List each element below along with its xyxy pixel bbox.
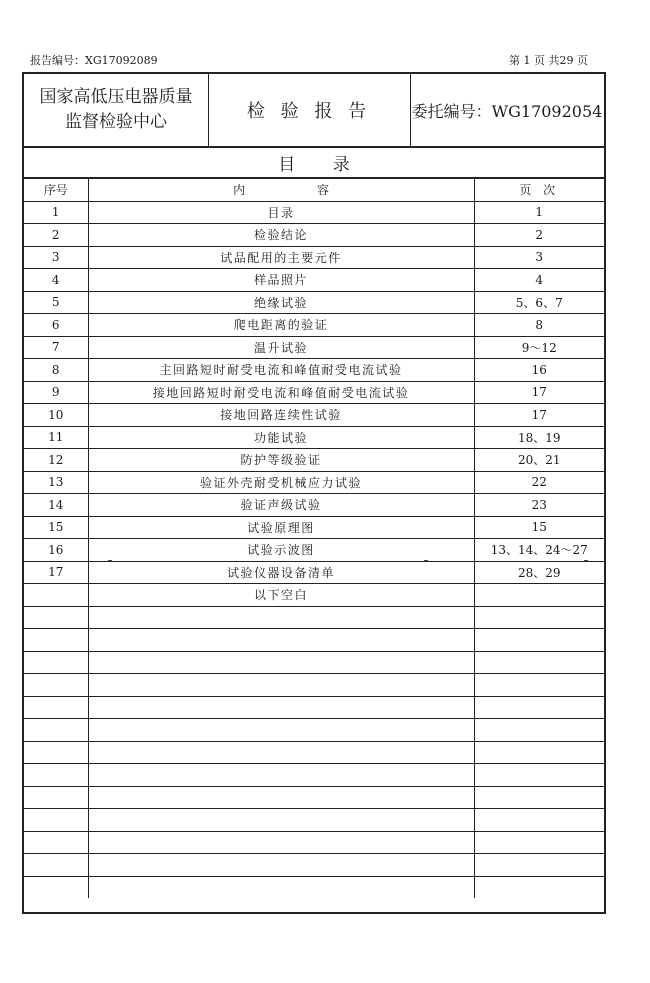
toc-row-number: 12 (24, 449, 88, 472)
toc-row-page: 28、29 (474, 561, 604, 584)
toc-empty-row (24, 674, 604, 697)
column-header-no: 序号 (24, 179, 88, 202)
toc-row-number: 13 (24, 471, 88, 494)
toc-row-content: 验证声级试验 (88, 494, 474, 517)
toc-row-number: 11 (24, 426, 88, 449)
toc-row-page: 4 (474, 269, 604, 292)
toc-empty-cell (88, 606, 474, 629)
report-number: 报告编号：XG17092089 (30, 54, 158, 67)
toc-empty-cell (24, 606, 88, 629)
toc-row (24, 201, 604, 224)
toc-empty-cell (474, 809, 604, 832)
toc-row-number: 3 (24, 246, 88, 269)
toc-empty-cell (474, 719, 604, 742)
toc-empty-row (24, 651, 604, 674)
toc-empty-cell (24, 831, 88, 854)
toc-row (24, 336, 604, 359)
toc-empty-row (24, 809, 604, 832)
toc-row-page: 1 (474, 201, 604, 224)
toc-row (24, 516, 604, 539)
toc-row-content: 绝缘试验 (88, 291, 474, 314)
organization-name (24, 74, 209, 146)
toc-empty-cell (88, 674, 474, 697)
toc-empty-cell (474, 741, 604, 764)
toc-empty-cell (474, 854, 604, 877)
organization-line-1: 国家高低压电器质量 (39, 87, 193, 107)
toc-empty-cell (24, 741, 88, 764)
toc-empty-cell (474, 651, 604, 674)
scan-mark (108, 560, 112, 561)
toc-row-number: 2 (24, 224, 88, 247)
toc-row-page: 16 (474, 359, 604, 382)
toc-empty-cell (88, 741, 474, 764)
toc-empty-cell (24, 764, 88, 787)
toc-row-page: 8 (474, 314, 604, 337)
toc-row-content: 温升试验 (88, 336, 474, 359)
toc-row-content: 试品配用的主要元件 (88, 246, 474, 269)
toc-row (24, 224, 604, 247)
toc-row-content: 试验原理图 (88, 516, 474, 539)
toc-empty-cell (474, 831, 604, 854)
toc-empty-row (24, 741, 604, 764)
toc-empty-cell (24, 809, 88, 832)
toc-row-content: 接地回路连续性试验 (88, 404, 474, 427)
toc-row-content: 接地回路短时耐受电流和峰值耐受电流试验 (88, 381, 474, 404)
toc-row-content: 功能试验 (88, 426, 474, 449)
report-header (24, 74, 604, 148)
toc-row (24, 246, 604, 269)
toc-empty-cell (88, 786, 474, 809)
toc-empty-cell (474, 696, 604, 719)
toc-row-number: 7 (24, 336, 88, 359)
toc-empty-cell (24, 876, 88, 898)
toc-empty-cell (474, 674, 604, 697)
toc-empty-cell (88, 764, 474, 787)
toc-row-page (474, 584, 604, 607)
toc-row-page: 15 (474, 516, 604, 539)
toc-row-content: 以下空白 (88, 584, 474, 607)
toc-empty-cell (474, 764, 604, 787)
toc-empty-cell (24, 674, 88, 697)
toc-empty-cell (474, 786, 604, 809)
toc-row-content: 试验仪器设备清单 (88, 561, 474, 584)
toc-row-content: 试验示波图 (88, 539, 474, 562)
toc-row (24, 471, 604, 494)
toc-row-number: 16 (24, 539, 88, 562)
toc-row-content: 检验结论 (88, 224, 474, 247)
toc-empty-cell (24, 854, 88, 877)
toc-row-number: 9 (24, 381, 88, 404)
toc-empty-cell (24, 786, 88, 809)
toc-row-page: 5、6、7 (474, 291, 604, 314)
toc-empty-row (24, 606, 604, 629)
toc-empty-row (24, 696, 604, 719)
toc-empty-cell (88, 876, 474, 898)
organization-line-2: 监督检验中心 (65, 112, 167, 132)
toc-empty-cell (474, 606, 604, 629)
toc-empty-row (24, 876, 604, 898)
toc-row (24, 269, 604, 292)
toc-empty-row (24, 719, 604, 742)
toc-row-number: 8 (24, 359, 88, 382)
toc-row-number: 6 (24, 314, 88, 337)
entrust-number: 委托编号：WG17092054 (411, 101, 603, 121)
toc-empty-cell (88, 831, 474, 854)
toc-row-content: 验证外壳耐受机械应力试验 (88, 471, 474, 494)
toc-row (24, 359, 604, 382)
toc-header-row (24, 179, 604, 202)
toc-row (24, 449, 604, 472)
toc-empty-cell (88, 854, 474, 877)
toc-empty-cell (88, 629, 474, 652)
toc-row-page: 13、14、24～27 (474, 539, 604, 562)
toc-table (24, 178, 604, 898)
toc-row-content: 目录 (88, 201, 474, 224)
toc-row-page: 3 (474, 246, 604, 269)
scan-mark (584, 560, 588, 561)
toc-empty-cell (24, 696, 88, 719)
toc-row (24, 404, 604, 427)
toc-row-number: 4 (24, 269, 88, 292)
toc-row-page: 23 (474, 494, 604, 517)
toc-row-content: 主回路短时耐受电流和峰值耐受电流试验 (88, 359, 474, 382)
toc-row-page: 9～12 (474, 336, 604, 359)
toc-empty-row (24, 764, 604, 787)
toc-row-content: 防护等级验证 (88, 449, 474, 472)
toc-empty-row (24, 786, 604, 809)
toc-empty-row (24, 854, 604, 877)
toc-row (24, 291, 604, 314)
toc-empty-cell (88, 651, 474, 674)
toc-empty-row (24, 629, 604, 652)
toc-row-number: 1 (24, 201, 88, 224)
toc-empty-cell (474, 876, 604, 898)
column-header-page: 页 次 (474, 179, 604, 202)
toc-row (24, 494, 604, 517)
toc-row-page: 17 (474, 404, 604, 427)
toc-row (24, 539, 604, 562)
toc-row (24, 314, 604, 337)
toc-title: 目 录 (24, 148, 604, 178)
toc-empty-cell (88, 719, 474, 742)
toc-empty-cell (88, 809, 474, 832)
toc-empty-cell (88, 696, 474, 719)
toc-row-number: 5 (24, 291, 88, 314)
toc-row (24, 426, 604, 449)
toc-row (24, 584, 604, 607)
toc-empty-row (24, 831, 604, 854)
report-title: 检 验 报 告 (208, 74, 411, 146)
toc-row-number: 15 (24, 516, 88, 539)
report-frame (22, 72, 606, 914)
toc-row (24, 381, 604, 404)
toc-empty-cell (474, 629, 604, 652)
toc-row-page: 2 (474, 224, 604, 247)
toc-row (24, 561, 604, 584)
toc-row-content: 爬电距离的验证 (88, 314, 474, 337)
toc-row-page: 18、19 (474, 426, 604, 449)
toc-row-number: 10 (24, 404, 88, 427)
scan-mark (424, 560, 428, 561)
toc-row-number: 17 (24, 561, 88, 584)
toc-row-content: 样品照片 (88, 269, 474, 292)
toc-empty-cell (24, 629, 88, 652)
toc-row-page: 17 (474, 381, 604, 404)
toc-row-number: 14 (24, 494, 88, 517)
toc-row-page: 20、21 (474, 449, 604, 472)
column-header-content: 内 容 (88, 179, 474, 202)
toc-empty-cell (24, 719, 88, 742)
toc-empty-cell (24, 651, 88, 674)
toc-row-number (24, 584, 88, 607)
toc-row-page: 22 (474, 471, 604, 494)
page-info: 第 1 页 共29 页 (509, 54, 588, 67)
